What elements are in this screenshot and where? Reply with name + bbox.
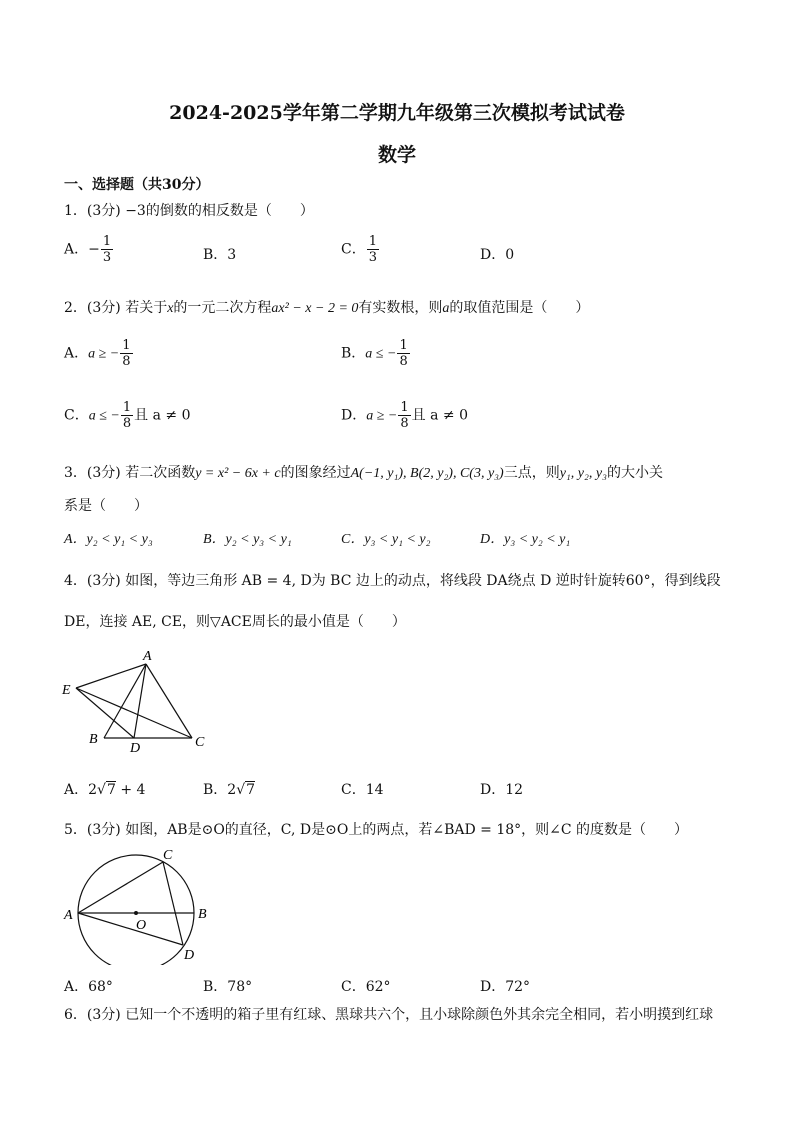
label-e: E (62, 683, 71, 698)
page-title: 2024-2025学年第二学期九年级第三次模拟考试试卷 (169, 102, 625, 124)
question-3-stem-line2: 系是（ ） (64, 498, 148, 514)
circle-o (78, 855, 194, 965)
subject-title: 数学 (377, 144, 416, 166)
question-4-stem-line2: DE，连接 AE, CE，则▽ACE周长的最小值是（ ） (64, 614, 406, 630)
question-1-stem: 1．(3分) −3的倒数的相反数是（ ） (64, 203, 314, 219)
label-o: O (136, 918, 147, 933)
q4-option-a: A．2√7 + 4 (64, 782, 146, 798)
q2-option-b: B．a ≤ − $\frac{1}{8}$ (341, 338, 408, 369)
q3-option-a: A．y₂ < y₁ < y₃ (64, 532, 153, 547)
q3-option-c: C．y₃ < y₁ < y₂ (341, 532, 431, 547)
q2-option-d: D．a ≥ − $\frac{1}{8}$ 且 a ≠ 0 (341, 400, 468, 431)
label-b: B (89, 732, 98, 747)
segment-ea (76, 664, 146, 688)
q4-option-c: C．14 (341, 782, 384, 798)
label-d: D (130, 741, 141, 756)
question-3-stem: 3．(3分) 若二次函数y = x² − 6x + c的图象经过A(−1, y₁), B(2, y₂), C(3, y₃)三点，则y₁, y₂, y₃的大小关 (64, 465, 663, 481)
q5-circle-figure (60, 845, 220, 965)
label-b: B (198, 907, 207, 922)
question-6-stem: 6．(3分) 已知一个不透明的箱子里有红球、黑球共六个，且小球除颜色外其余完全相同，若小明摸到红球 (64, 1007, 714, 1023)
q5-option-d: D．72° (480, 979, 531, 995)
segment-ac (146, 664, 192, 738)
q2-option-a: A．a ≥ − $\frac{1}{8}$ (64, 338, 131, 369)
segment-ac (78, 862, 163, 913)
q4-option-b: B．2√7 (203, 782, 256, 798)
q2-option-c: C．a ≤ − $\frac{1}{8}$ 且 a ≠ 0 (64, 400, 191, 431)
q3-option-d: D．y₃ < y₂ < y₁ (480, 532, 571, 547)
segment-ec (76, 688, 192, 738)
q3-option-b: B．y₂ < y₃ < y₁ (203, 532, 292, 547)
q5-option-a: A．68° (64, 979, 113, 995)
q4-option-d: D．12 (480, 782, 524, 798)
q1-option-a: A．− $\frac{1}{3}$ (64, 234, 112, 265)
label-a: A (64, 908, 73, 923)
question-5-stem: 5．(3分) 如图，AB是⊙O的直径，C, D是⊙O上的两点，若∠BAD = 18°，则∠C 的度数是（ ） (64, 822, 689, 838)
question-4-stem: 4．(3分) 如图，等边三角形 AB = 4, D为 BC 边上的动点，将线段 DA绕点 D 逆时针旋转60°，得到线段 (64, 573, 721, 589)
label-c: C (195, 735, 205, 750)
question-2-stem: 2．(3分) 若关于x的一元二次方程ax² − x − 2 = 0有实数根，则a的取值范围是（ ） (64, 300, 590, 316)
label-c: C (163, 848, 173, 863)
q1-option-c: C． $\frac{1}{3}$ (341, 234, 377, 265)
section-heading: 一、选择题（共30分） (64, 177, 210, 193)
q4-triangle-figure (56, 642, 226, 757)
label-a: A (143, 649, 152, 664)
q1-option-d: D．0 (480, 247, 515, 263)
q1-option-b: B．3 (203, 247, 237, 263)
segment-ad (78, 913, 183, 945)
center-dot (134, 911, 138, 915)
q5-option-b: B．78° (203, 979, 253, 995)
segment-ed (76, 688, 134, 738)
q5-option-c: C．62° (341, 979, 391, 995)
label-d: D (184, 948, 195, 963)
